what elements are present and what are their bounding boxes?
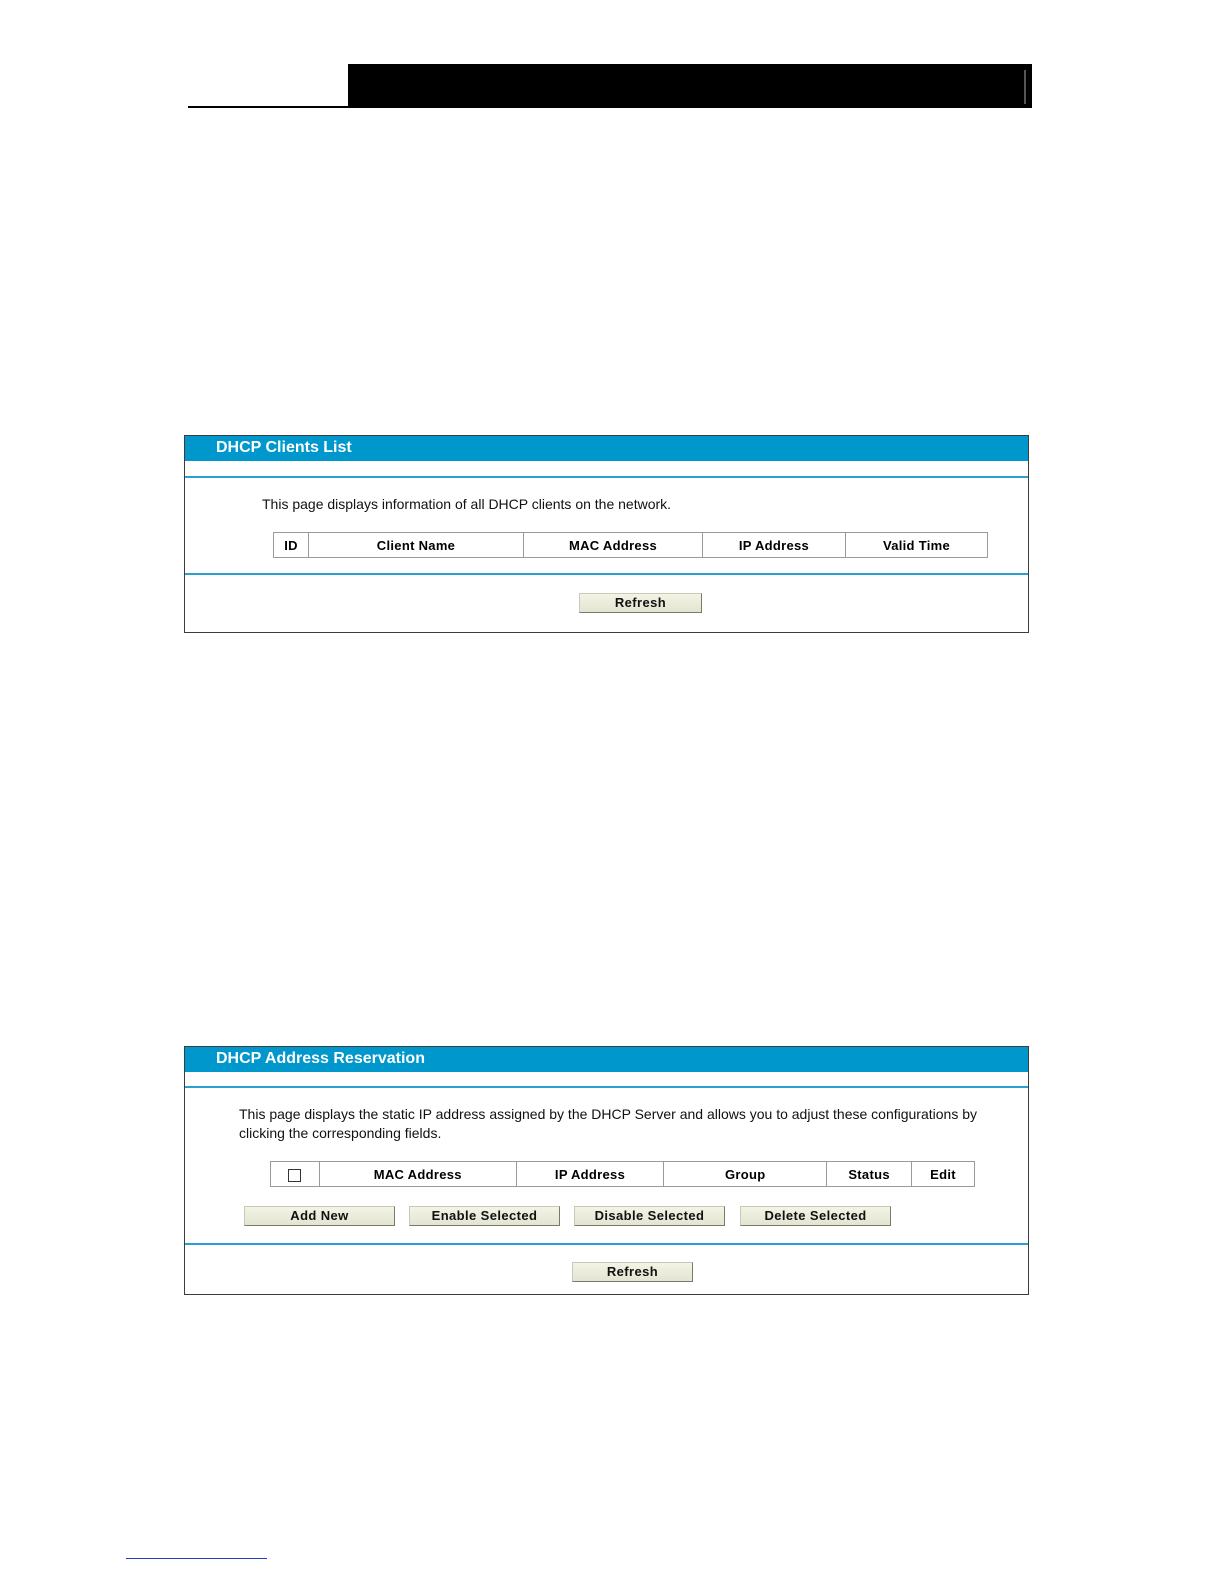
table-header-row xyxy=(271,1162,975,1187)
checkbox-icon[interactable] xyxy=(288,1169,301,1182)
clients-table xyxy=(273,532,988,558)
column-header-mac-address: MAC Address xyxy=(319,1162,516,1187)
footer-rule xyxy=(126,1558,267,1559)
column-header-group: Group xyxy=(664,1162,827,1187)
column-header-client-name: Client Name xyxy=(309,533,524,558)
refresh-button[interactable]: Refresh xyxy=(579,593,702,613)
dhcp-reservation-panel xyxy=(184,1046,1029,1295)
column-header-valid-time: Valid Time xyxy=(846,533,988,558)
column-header-edit: Edit xyxy=(912,1162,975,1187)
column-header-mac-address: MAC Address xyxy=(524,533,703,558)
select-all-cell xyxy=(271,1162,320,1187)
divider xyxy=(185,573,1028,575)
panel-description-line-2: clicking the corresponding fields. xyxy=(239,1125,442,1141)
delete-selected-button[interactable]: Delete Selected xyxy=(740,1206,891,1226)
header-bar xyxy=(348,64,1032,108)
reservation-table xyxy=(270,1161,975,1187)
column-header-ip-address: IP Address xyxy=(703,533,846,558)
panel-title: DHCP Clients List xyxy=(185,436,1028,461)
add-new-button[interactable]: Add New xyxy=(244,1206,395,1226)
panel-title: DHCP Address Reservation xyxy=(185,1047,1028,1072)
column-header-id: ID xyxy=(274,533,309,558)
panel-description-line-1: This page displays the static IP address assigned by the DHCP Server and allows you to adjust these configurations by xyxy=(239,1106,978,1122)
dhcp-clients-panel xyxy=(184,435,1029,633)
column-header-status: Status xyxy=(827,1162,912,1187)
panel-description: This page displays information of all DHCP clients on the network. xyxy=(262,496,672,512)
refresh-button[interactable]: Refresh xyxy=(572,1262,693,1282)
header-bar-edge xyxy=(1024,70,1026,104)
divider xyxy=(185,1243,1028,1245)
table-header-row xyxy=(274,533,988,558)
enable-selected-button[interactable]: Enable Selected xyxy=(409,1206,560,1226)
disable-selected-button[interactable]: Disable Selected xyxy=(574,1206,725,1226)
divider xyxy=(185,1086,1028,1088)
column-header-ip-address: IP Address xyxy=(516,1162,664,1187)
divider xyxy=(185,476,1028,478)
